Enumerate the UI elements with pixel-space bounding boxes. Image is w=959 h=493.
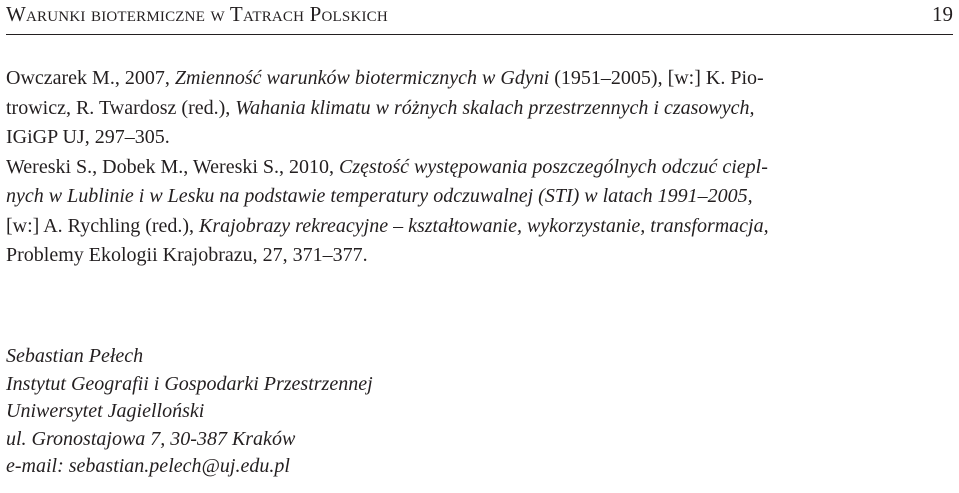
author-name: Sebastian Pełech xyxy=(6,345,144,367)
header-divider xyxy=(6,34,953,35)
reference-authors: Owczarek M., 2007, xyxy=(6,67,175,89)
postal-address: ul. Gronostajowa 7, 30-387 Kraków xyxy=(6,427,296,450)
page-number: 19 xyxy=(932,2,953,26)
email-address: e-mail: sebastian.pelech@uj.edu.pl xyxy=(6,455,290,477)
reference-text: trowicz, R. Twardosz (red.), xyxy=(6,96,236,119)
institute-name: Instytut Geografii i Gospodarki Przestrzennej xyxy=(6,372,373,395)
running-header xyxy=(6,2,953,26)
author-affiliation xyxy=(6,343,373,481)
reference-line xyxy=(6,153,953,183)
reference-line xyxy=(6,212,953,242)
reference-title: Częstość występowania poszczególnych odczuć ciepl- xyxy=(339,155,768,178)
reference-line xyxy=(6,64,953,94)
reference-line: nych w Lublinie i w Lesku na podstawie temperatury odczuwalnej (STI) w latach 1991–2005, xyxy=(6,185,753,207)
reference-line xyxy=(6,94,953,124)
reference-entry xyxy=(6,64,953,153)
reference-title: Zmienność warunków biotermicznych w Gdyni xyxy=(174,67,550,89)
reference-text: [w:] A. Rychling (red.), xyxy=(6,214,200,237)
university-name: Uniwersytet Jagielloński xyxy=(6,400,205,422)
reference-line: Problemy Ekologii Krajobrazu, 27, 371–377. xyxy=(6,244,368,266)
reference-text: (1951–2005), [w:] K. Pio- xyxy=(549,67,764,89)
running-head-title: Warunki biotermiczne w Tatrach Polskich xyxy=(6,2,388,26)
reference-entry xyxy=(6,153,953,271)
reference-authors: Wereski S., Dobek M., Wereski S., 2010, xyxy=(6,155,340,178)
reference-book-title: Wahania klimatu w różnych skalach przestrzennych i czasowych, xyxy=(235,96,755,119)
reference-book-title: Krajobrazy rekreacyjne – kształtowanie, wykorzystanie, transformacja, xyxy=(199,214,769,237)
reference-list xyxy=(6,64,953,271)
reference-line: IGiGP UJ, 297–305. xyxy=(6,126,170,148)
